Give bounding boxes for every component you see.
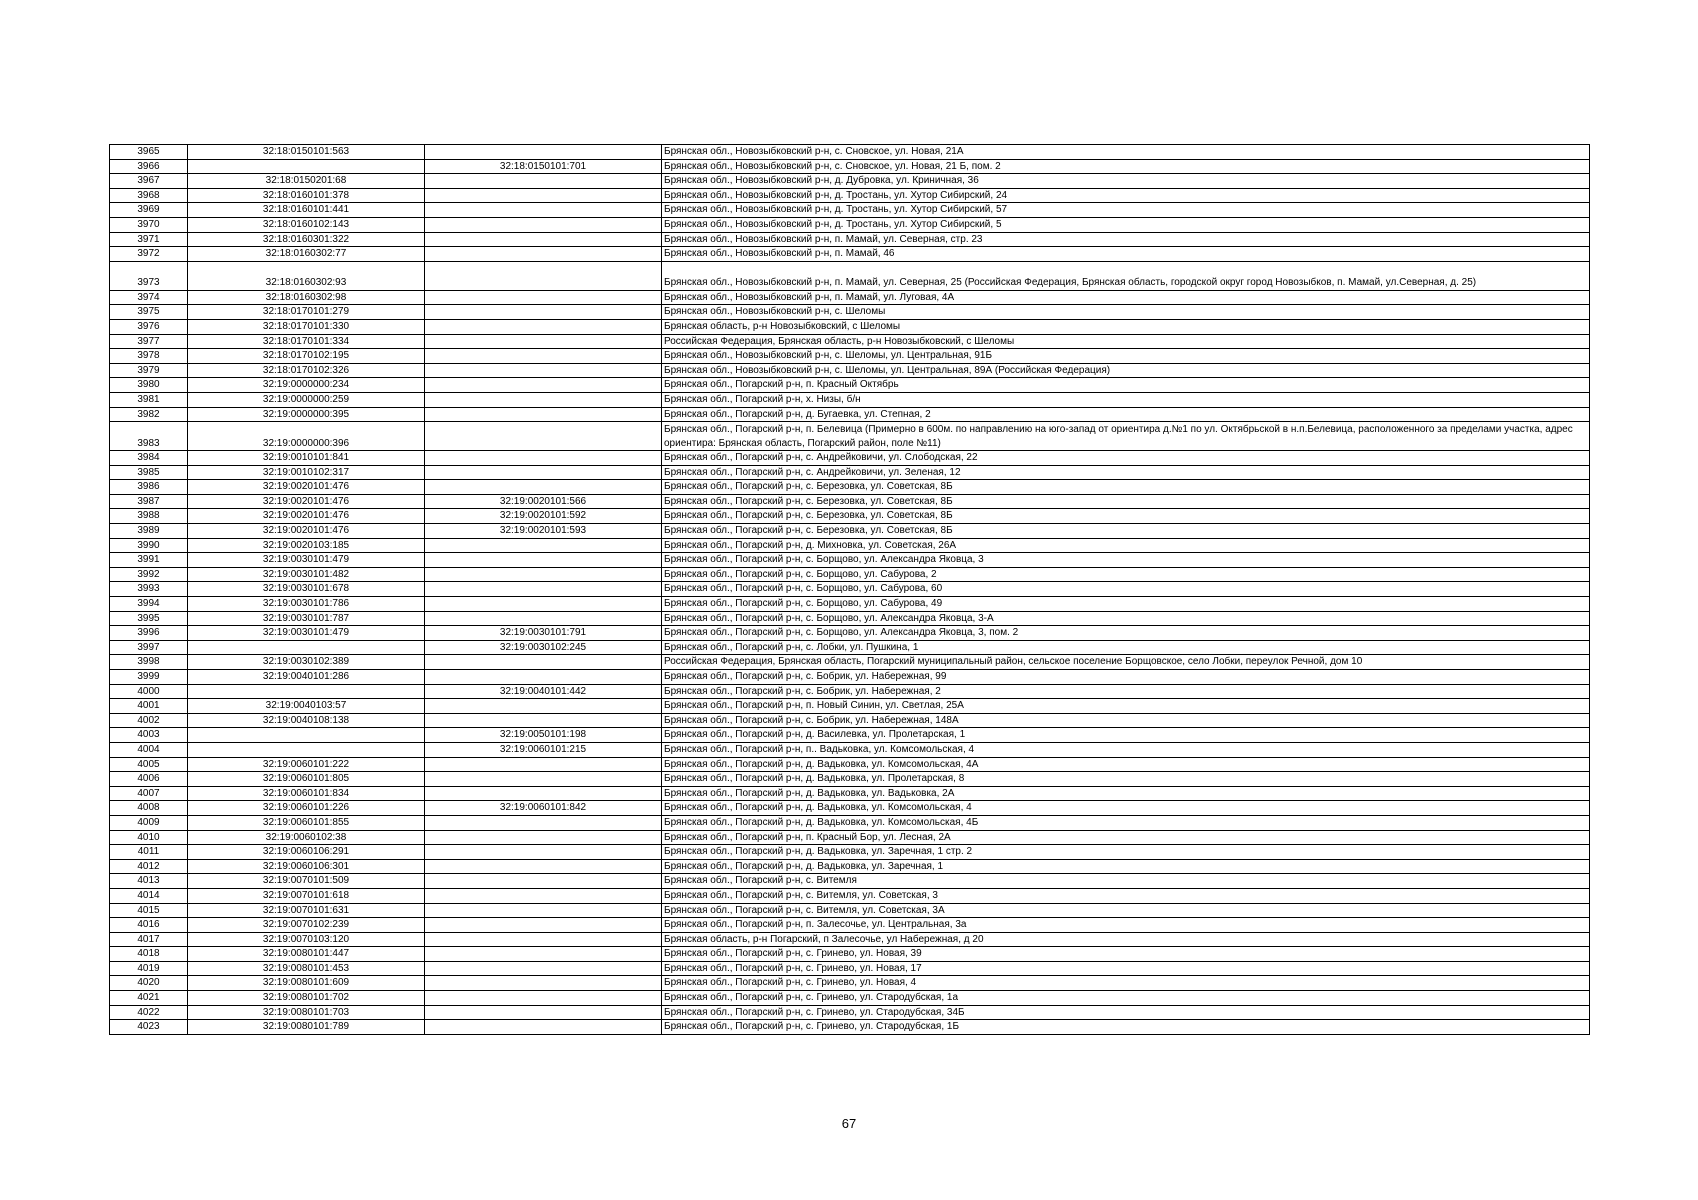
registry-table-body [110, 145, 1590, 1035]
row-number-cell: 4015 [110, 903, 188, 918]
cadastral-number-cell: 32:19:0020101:476 [188, 509, 425, 524]
table-row [110, 363, 1590, 378]
cadastral-number-cell: 32:18:0160302:93 [188, 261, 425, 290]
cadastral-number-cell: 32:19:0040103:57 [188, 699, 425, 714]
linked-cadastral-number-cell [425, 174, 662, 189]
table-row [110, 582, 1590, 597]
cadastral-number-cell: 32:19:0020101:476 [188, 480, 425, 495]
linked-cadastral-number-cell [425, 582, 662, 597]
address-cell: Брянская обл., Новозыбковский р-н, п. Мамай, ул. Луговая, 4А [662, 290, 1590, 305]
table-row [110, 378, 1590, 393]
cadastral-number-cell: 32:19:0070102:239 [188, 918, 425, 933]
table-row [110, 524, 1590, 539]
address-cell: Брянская обл., Новозыбковский р-н, с. Шеломы, ул. Центральная, 89А (Российская Федерация) [662, 363, 1590, 378]
cadastral-number-cell: 32:19:0000000:395 [188, 407, 425, 422]
cadastral-number-cell: 32:19:0080101:609 [188, 976, 425, 991]
row-number-cell: 3995 [110, 611, 188, 626]
row-number-cell: 4016 [110, 918, 188, 933]
linked-cadastral-number-cell [425, 422, 662, 451]
cadastral-number-cell: 32:19:0060101:805 [188, 772, 425, 787]
row-number-cell: 3991 [110, 553, 188, 568]
address-cell: Брянская обл., Новозыбковский р-н, п. Мамай, ул. Северная, 25 (Российская Федерация, Брянская область, городской округ город Новозыбков, п. Мамай, ул.Северная, д. 25) [662, 261, 1590, 290]
linked-cadastral-number-cell [425, 991, 662, 1006]
address-cell: Брянская обл., Новозыбковский р-н, д. Тростань, ул. Хутор Сибирский, 24 [662, 188, 1590, 203]
linked-cadastral-number-cell [425, 830, 662, 845]
cadastral-number-cell: 32:19:0070101:509 [188, 874, 425, 889]
linked-cadastral-number-cell [425, 815, 662, 830]
row-number-cell: 3972 [110, 247, 188, 262]
address-cell: Брянская обл., Погарский р-н, д. Вадьковка, ул. Заречная, 1 [662, 859, 1590, 874]
row-number-cell: 3973 [110, 261, 188, 290]
address-cell: Брянская обл., Погарский р-н, с. Бобрик, ул. Набережная, 148А [662, 713, 1590, 728]
linked-cadastral-number-cell [425, 363, 662, 378]
linked-cadastral-number-cell [425, 713, 662, 728]
cadastral-number-cell: 32:19:0060101:855 [188, 815, 425, 830]
cadastral-number-cell: 32:18:0170101:334 [188, 334, 425, 349]
row-number-cell: 3967 [110, 174, 188, 189]
address-cell: Брянская обл., Погарский р-н, с. Андрейковичи, ул. Зеленая, 12 [662, 465, 1590, 480]
address-cell: Брянская область, р-н Новозыбковский, с Шеломы [662, 319, 1590, 334]
address-cell: Брянская обл., Погарский р-н, д. Вадьковка, ул. Вадьковка, 2А [662, 786, 1590, 801]
row-number-cell: 4018 [110, 947, 188, 962]
address-cell: Брянская обл., Новозыбковский р-н, п. Мамай, 46 [662, 247, 1590, 262]
row-number-cell: 4020 [110, 976, 188, 991]
linked-cadastral-number-cell [425, 378, 662, 393]
table-row [110, 597, 1590, 612]
row-number-cell: 3981 [110, 392, 188, 407]
address-cell: Брянская обл., Погарский р-н, д. Бугаевка, ул. Степная, 2 [662, 407, 1590, 422]
linked-cadastral-number-cell: 32:19:0060101:842 [425, 801, 662, 816]
row-number-cell: 4023 [110, 1020, 188, 1035]
row-number-cell: 3982 [110, 407, 188, 422]
linked-cadastral-number-cell: 32:19:0050101:198 [425, 728, 662, 743]
cadastral-number-cell: 32:19:0070101:631 [188, 903, 425, 918]
address-cell: Брянская обл., Погарский р-н, с. Бобрик, ул. Набережная, 2 [662, 684, 1590, 699]
linked-cadastral-number-cell [425, 319, 662, 334]
linked-cadastral-number-cell [425, 1005, 662, 1020]
cadastral-number-cell: 32:18:0160302:98 [188, 290, 425, 305]
row-number-cell: 4019 [110, 961, 188, 976]
address-cell: Брянская обл., Новозыбковский р-н, с. Сновское, ул. Новая, 21 Б, пом. 2 [662, 159, 1590, 174]
table-row [110, 728, 1590, 743]
row-number-cell: 3997 [110, 640, 188, 655]
address-cell: Брянская обл., Погарский р-н, п.. Вадьковка, ул. Комсомольская, 4 [662, 742, 1590, 757]
cadastral-number-cell [188, 640, 425, 655]
table-row [110, 567, 1590, 582]
table-row [110, 247, 1590, 262]
linked-cadastral-number-cell [425, 188, 662, 203]
row-number-cell: 4021 [110, 991, 188, 1006]
cadastral-number-cell: 32:19:0080101:453 [188, 961, 425, 976]
table-row [110, 713, 1590, 728]
cadastral-number-cell: 32:19:0000000:234 [188, 378, 425, 393]
row-number-cell: 3992 [110, 567, 188, 582]
row-number-cell: 4008 [110, 801, 188, 816]
linked-cadastral-number-cell [425, 670, 662, 685]
table-row [110, 815, 1590, 830]
address-cell: Брянская обл., Погарский р-н, с. Борщово, ул. Александра Яковца, 3-А [662, 611, 1590, 626]
address-cell: Брянская обл., Погарский р-н, д. Вадьковка, ул. Комсомольская, 4Б [662, 815, 1590, 830]
table-row [110, 626, 1590, 641]
table-row [110, 640, 1590, 655]
linked-cadastral-number-cell [425, 290, 662, 305]
linked-cadastral-number-cell [425, 232, 662, 247]
linked-cadastral-number-cell [425, 480, 662, 495]
table-row [110, 145, 1590, 160]
table-row [110, 830, 1590, 845]
linked-cadastral-number-cell [425, 772, 662, 787]
address-cell: Брянская обл., Погарский р-н, п. Красный Бор, ул. Лесная, 2А [662, 830, 1590, 845]
linked-cadastral-number-cell [425, 786, 662, 801]
cadastral-number-cell: 32:19:0060102:38 [188, 830, 425, 845]
table-row [110, 801, 1590, 816]
cadastral-number-cell: 32:18:0170101:279 [188, 305, 425, 320]
linked-cadastral-number-cell [425, 888, 662, 903]
row-number-cell: 3970 [110, 217, 188, 232]
address-cell: Брянская обл., Новозыбковский р-н, д. Дубровка, ул. Криничная, 36 [662, 174, 1590, 189]
table-row [110, 422, 1590, 451]
cadastral-number-cell: 32:18:0170102:195 [188, 349, 425, 364]
registry-table [109, 144, 1590, 1035]
cadastral-number-cell: 32:19:0030101:787 [188, 611, 425, 626]
address-cell: Брянская обл., Погарский р-н, с. Андрейковичи, ул. Слободская, 22 [662, 451, 1590, 466]
cadastral-number-cell: 32:19:0020103:185 [188, 538, 425, 553]
address-cell: Брянская обл., Погарский р-н, с. Борщово, ул. Александра Яковца, 3 [662, 553, 1590, 568]
address-cell: Брянская обл., Погарский р-н, с. Борщово, ул. Сабурова, 2 [662, 567, 1590, 582]
linked-cadastral-number-cell: 32:19:0060101:215 [425, 742, 662, 757]
address-cell: Брянская обл., Погарский р-н, х. Низы, б/н [662, 392, 1590, 407]
row-number-cell: 3979 [110, 363, 188, 378]
table-row [110, 305, 1590, 320]
linked-cadastral-number-cell [425, 859, 662, 874]
linked-cadastral-number-cell [425, 247, 662, 262]
table-row [110, 655, 1590, 670]
table-row [110, 757, 1590, 772]
row-number-cell: 4005 [110, 757, 188, 772]
linked-cadastral-number-cell [425, 392, 662, 407]
cadastral-number-cell: 32:18:0160102:143 [188, 217, 425, 232]
address-cell: Брянская обл., Погарский р-н, с. Витемля [662, 874, 1590, 889]
address-cell: Брянская обл., Погарский р-н, с. Гринево, ул. Стародубская, 1Б [662, 1020, 1590, 1035]
linked-cadastral-number-cell: 32:19:0020101:592 [425, 509, 662, 524]
cadastral-number-cell: 32:19:0000000:396 [188, 422, 425, 451]
row-number-cell: 3996 [110, 626, 188, 641]
cadastral-number-cell: 32:19:0030101:479 [188, 626, 425, 641]
address-cell: Брянская обл., Погарский р-н, с. Березовка, ул. Советская, 8Б [662, 524, 1590, 539]
table-row [110, 494, 1590, 509]
table-row [110, 947, 1590, 962]
cadastral-number-cell: 32:19:0080101:447 [188, 947, 425, 962]
row-number-cell: 3966 [110, 159, 188, 174]
table-row [110, 888, 1590, 903]
linked-cadastral-number-cell: 32:19:0030102:245 [425, 640, 662, 655]
row-number-cell: 3969 [110, 203, 188, 218]
table-row [110, 290, 1590, 305]
row-number-cell: 3998 [110, 655, 188, 670]
cadastral-number-cell: 32:19:0000000:259 [188, 392, 425, 407]
address-cell: Брянская обл., Новозыбковский р-н, п. Мамай, ул. Северная, стр. 23 [662, 232, 1590, 247]
cadastral-number-cell: 32:19:0080101:703 [188, 1005, 425, 1020]
address-cell: Брянская обл., Погарский р-н, с. Гринево, ул. Стародубская, 34Б [662, 1005, 1590, 1020]
address-cell: Брянская обл., Новозыбковский р-н, с. Шеломы [662, 305, 1590, 320]
cadastral-number-cell: 32:19:0070103:120 [188, 932, 425, 947]
linked-cadastral-number-cell [425, 1020, 662, 1035]
cadastral-number-cell: 32:19:0040108:138 [188, 713, 425, 728]
linked-cadastral-number-cell: 32:19:0020101:566 [425, 494, 662, 509]
linked-cadastral-number-cell: 32:19:0020101:593 [425, 524, 662, 539]
cadastral-number-cell: 32:19:0030102:389 [188, 655, 425, 670]
cadastral-number-cell: 32:19:0060101:834 [188, 786, 425, 801]
table-row [110, 407, 1590, 422]
address-cell: Брянская обл., Погарский р-н, с. Гринево, ул. Новая, 39 [662, 947, 1590, 962]
table-row [110, 553, 1590, 568]
cadastral-number-cell: 32:19:0030101:786 [188, 597, 425, 612]
linked-cadastral-number-cell [425, 903, 662, 918]
table-row [110, 232, 1590, 247]
address-cell: Брянская обл., Погарский р-н, д. Вадьковка, ул. Комсомольская, 4 [662, 801, 1590, 816]
address-cell: Брянская обл., Погарский р-н, п. Красный Октябрь [662, 378, 1590, 393]
linked-cadastral-number-cell [425, 465, 662, 480]
address-cell: Брянская область, р-н Погарский, п Залесочье, ул Набережная, д 20 [662, 932, 1590, 947]
row-number-cell: 4001 [110, 699, 188, 714]
row-number-cell: 4017 [110, 932, 188, 947]
cadastral-number-cell: 32:18:0160302:77 [188, 247, 425, 262]
linked-cadastral-number-cell [425, 305, 662, 320]
cadastral-number-cell: 32:18:0150201:68 [188, 174, 425, 189]
row-number-cell: 3965 [110, 145, 188, 160]
row-number-cell: 4014 [110, 888, 188, 903]
linked-cadastral-number-cell [425, 334, 662, 349]
cadastral-number-cell: 32:18:0170101:330 [188, 319, 425, 334]
table-row [110, 976, 1590, 991]
address-cell: Брянская обл., Погарский р-н, с. Березовка, ул. Советская, 8Б [662, 509, 1590, 524]
address-cell: Российская Федерация, Брянская область, Погарский муниципальный район, сельское поселение Борщовское, село Лобки, переулок Речной, дом 10 [662, 655, 1590, 670]
table-row [110, 699, 1590, 714]
address-cell: Брянская обл., Погарский р-н, д. Вадьковка, ул. Комсомольская, 4А [662, 757, 1590, 772]
cadastral-number-cell: 32:19:0060101:222 [188, 757, 425, 772]
linked-cadastral-number-cell [425, 349, 662, 364]
linked-cadastral-number-cell [425, 145, 662, 160]
linked-cadastral-number-cell [425, 947, 662, 962]
row-number-cell: 3976 [110, 319, 188, 334]
row-number-cell: 3984 [110, 451, 188, 466]
table-row [110, 961, 1590, 976]
cadastral-number-cell: 32:19:0080101:789 [188, 1020, 425, 1035]
linked-cadastral-number-cell [425, 918, 662, 933]
linked-cadastral-number-cell: 32:18:0150101:701 [425, 159, 662, 174]
linked-cadastral-number-cell [425, 553, 662, 568]
row-number-cell: 3994 [110, 597, 188, 612]
address-cell: Брянская обл., Погарский р-н, с. Березовка, ул. Советская, 8Б [662, 480, 1590, 495]
address-cell: Брянская обл., Новозыбковский р-н, д. Тростань, ул. Хутор Сибирский, 57 [662, 203, 1590, 218]
linked-cadastral-number-cell [425, 845, 662, 860]
table-row [110, 991, 1590, 1006]
cadastral-number-cell: 32:19:0020101:476 [188, 524, 425, 539]
address-cell: Брянская обл., Новозыбковский р-н, д. Тростань, ул. Хутор Сибирский, 5 [662, 217, 1590, 232]
row-number-cell: 3983 [110, 422, 188, 451]
table-row [110, 903, 1590, 918]
row-number-cell: 3978 [110, 349, 188, 364]
address-cell: Брянская обл., Погарский р-н, п. Новый Синин, ул. Светлая, 25А [662, 699, 1590, 714]
row-number-cell: 4022 [110, 1005, 188, 1020]
table-row [110, 1005, 1590, 1020]
row-number-cell: 4007 [110, 786, 188, 801]
address-cell: Брянская обл., Погарский р-н, д. Михновка, ул. Советская, 26А [662, 538, 1590, 553]
linked-cadastral-number-cell [425, 932, 662, 947]
cadastral-number-cell: 32:19:0010101:841 [188, 451, 425, 466]
table-row [110, 845, 1590, 860]
cadastral-number-cell: 32:19:0030101:479 [188, 553, 425, 568]
address-cell: Брянская обл., Погарский р-н, п. Залесочье, ул. Центральная, 3а [662, 918, 1590, 933]
linked-cadastral-number-cell [425, 976, 662, 991]
cadastral-number-cell: 32:18:0170102:326 [188, 363, 425, 378]
row-number-cell: 4013 [110, 874, 188, 889]
address-cell: Брянская обл., Погарский р-н, д. Вадьковка, ул. Пролетарская, 8 [662, 772, 1590, 787]
row-number-cell: 3980 [110, 378, 188, 393]
cadastral-number-cell [188, 159, 425, 174]
table-row [110, 159, 1590, 174]
row-number-cell: 4004 [110, 742, 188, 757]
table-row [110, 465, 1590, 480]
address-cell: Брянская обл., Погарский р-н, с. Витемля, ул. Советская, 3 [662, 888, 1590, 903]
cadastral-number-cell: 32:19:0070101:618 [188, 888, 425, 903]
table-row [110, 174, 1590, 189]
table-row [110, 742, 1590, 757]
cadastral-number-cell [188, 728, 425, 743]
registry-table-container [109, 144, 1589, 1035]
linked-cadastral-number-cell [425, 874, 662, 889]
address-cell: Брянская обл., Погарский р-н, п. Белевица (Примерно в 600м. по направлению на юго-запад от ориентира д.№1 по ул. Октябрьской в н.п.Белевица, расположенного за пределами участка, адрес ориентира: Брянская область, Погарский район, поле №11) [662, 422, 1590, 451]
cadastral-number-cell: 32:19:0060106:291 [188, 845, 425, 860]
address-cell: Брянская обл., Погарский р-н, с. Гринево, ул. Новая, 4 [662, 976, 1590, 991]
table-row [110, 918, 1590, 933]
table-row [110, 509, 1590, 524]
linked-cadastral-number-cell [425, 597, 662, 612]
row-number-cell: 3993 [110, 582, 188, 597]
cadastral-number-cell: 32:18:0160101:441 [188, 203, 425, 218]
cadastral-number-cell [188, 742, 425, 757]
linked-cadastral-number-cell: 32:19:0040101:442 [425, 684, 662, 699]
address-cell: Брянская обл., Погарский р-н, д. Василевка, ул. Пролетарская, 1 [662, 728, 1590, 743]
table-row [110, 684, 1590, 699]
table-row [110, 349, 1590, 364]
address-cell: Брянская обл., Погарский р-н, с. Борщово, ул. Сабурова, 49 [662, 597, 1590, 612]
cadastral-number-cell: 32:18:0160301:322 [188, 232, 425, 247]
table-row [110, 480, 1590, 495]
row-number-cell: 3990 [110, 538, 188, 553]
table-row [110, 538, 1590, 553]
table-row [110, 188, 1590, 203]
address-cell: Брянская обл., Погарский р-н, с. Борщово, ул. Александра Яковца, 3, пом. 2 [662, 626, 1590, 641]
linked-cadastral-number-cell [425, 757, 662, 772]
table-row [110, 859, 1590, 874]
linked-cadastral-number-cell [425, 217, 662, 232]
cadastral-number-cell: 32:19:0060106:301 [188, 859, 425, 874]
linked-cadastral-number-cell [425, 261, 662, 290]
row-number-cell: 3968 [110, 188, 188, 203]
row-number-cell: 4000 [110, 684, 188, 699]
page-number: 67 [841, 1116, 857, 1131]
table-row [110, 772, 1590, 787]
cadastral-number-cell: 32:19:0020101:476 [188, 494, 425, 509]
table-row [110, 203, 1590, 218]
row-number-cell: 4010 [110, 830, 188, 845]
cadastral-number-cell: 32:19:0080101:702 [188, 991, 425, 1006]
row-number-cell: 3999 [110, 670, 188, 685]
table-row [110, 392, 1590, 407]
row-number-cell: 3985 [110, 465, 188, 480]
row-number-cell: 4011 [110, 845, 188, 860]
address-cell: Брянская обл., Новозыбковский р-н, с. Сновское, ул. Новая, 21А [662, 145, 1590, 160]
table-row [110, 786, 1590, 801]
row-number-cell: 3989 [110, 524, 188, 539]
linked-cadastral-number-cell [425, 567, 662, 582]
linked-cadastral-number-cell [425, 961, 662, 976]
row-number-cell: 3987 [110, 494, 188, 509]
row-number-cell: 3975 [110, 305, 188, 320]
row-number-cell: 4009 [110, 815, 188, 830]
linked-cadastral-number-cell [425, 451, 662, 466]
address-cell: Брянская обл., Погарский р-н, с. Борщово, ул. Сабурова, 60 [662, 582, 1590, 597]
table-row [110, 451, 1590, 466]
address-cell: Брянская обл., Погарский р-н, с. Витемля, ул. Советская, 3А [662, 903, 1590, 918]
row-number-cell: 4006 [110, 772, 188, 787]
row-number-cell: 3988 [110, 509, 188, 524]
cadastral-number-cell: 32:18:0160101:378 [188, 188, 425, 203]
address-cell: Брянская обл., Погарский р-н, с. Лобки, ул. Пушкина, 1 [662, 640, 1590, 655]
cadastral-number-cell [188, 684, 425, 699]
address-cell: Брянская обл., Новозыбковский р-н, с. Шеломы, ул. Центральная, 91Б [662, 349, 1590, 364]
table-row [110, 261, 1590, 290]
table-row [110, 670, 1590, 685]
cadastral-number-cell: 32:19:0040101:286 [188, 670, 425, 685]
row-number-cell: 3971 [110, 232, 188, 247]
cadastral-number-cell: 32:19:0010102:317 [188, 465, 425, 480]
table-row [110, 334, 1590, 349]
address-cell: Брянская обл., Погарский р-н, д. Вадьковка, ул. Заречная, 1 стр. 2 [662, 845, 1590, 860]
linked-cadastral-number-cell [425, 611, 662, 626]
linked-cadastral-number-cell [425, 699, 662, 714]
table-row [110, 1020, 1590, 1035]
address-cell: Брянская обл., Погарский р-н, с. Бобрик, ул. Набережная, 99 [662, 670, 1590, 685]
table-row [110, 874, 1590, 889]
table-row [110, 217, 1590, 232]
linked-cadastral-number-cell [425, 203, 662, 218]
table-row [110, 932, 1590, 947]
table-row [110, 319, 1590, 334]
address-cell: Российская Федерация, Брянская область, р-н Новозыбковский, с Шеломы [662, 334, 1590, 349]
row-number-cell: 3977 [110, 334, 188, 349]
row-number-cell: 3986 [110, 480, 188, 495]
row-number-cell: 4012 [110, 859, 188, 874]
address-cell: Брянская обл., Погарский р-н, с. Гринево, ул. Новая, 17 [662, 961, 1590, 976]
cadastral-number-cell: 32:18:0150101:563 [188, 145, 425, 160]
cadastral-number-cell: 32:19:0060101:226 [188, 801, 425, 816]
cadastral-number-cell: 32:19:0030101:678 [188, 582, 425, 597]
linked-cadastral-number-cell [425, 538, 662, 553]
row-number-cell: 4003 [110, 728, 188, 743]
linked-cadastral-number-cell [425, 655, 662, 670]
row-number-cell: 3974 [110, 290, 188, 305]
address-cell: Брянская обл., Погарский р-н, с. Березовка, ул. Советская, 8Б [662, 494, 1590, 509]
linked-cadastral-number-cell: 32:19:0030101:791 [425, 626, 662, 641]
address-cell: Брянская обл., Погарский р-н, с. Гринево, ул. Стародубская, 1а [662, 991, 1590, 1006]
linked-cadastral-number-cell [425, 407, 662, 422]
table-row [110, 611, 1590, 626]
row-number-cell: 4002 [110, 713, 188, 728]
cadastral-number-cell: 32:19:0030101:482 [188, 567, 425, 582]
